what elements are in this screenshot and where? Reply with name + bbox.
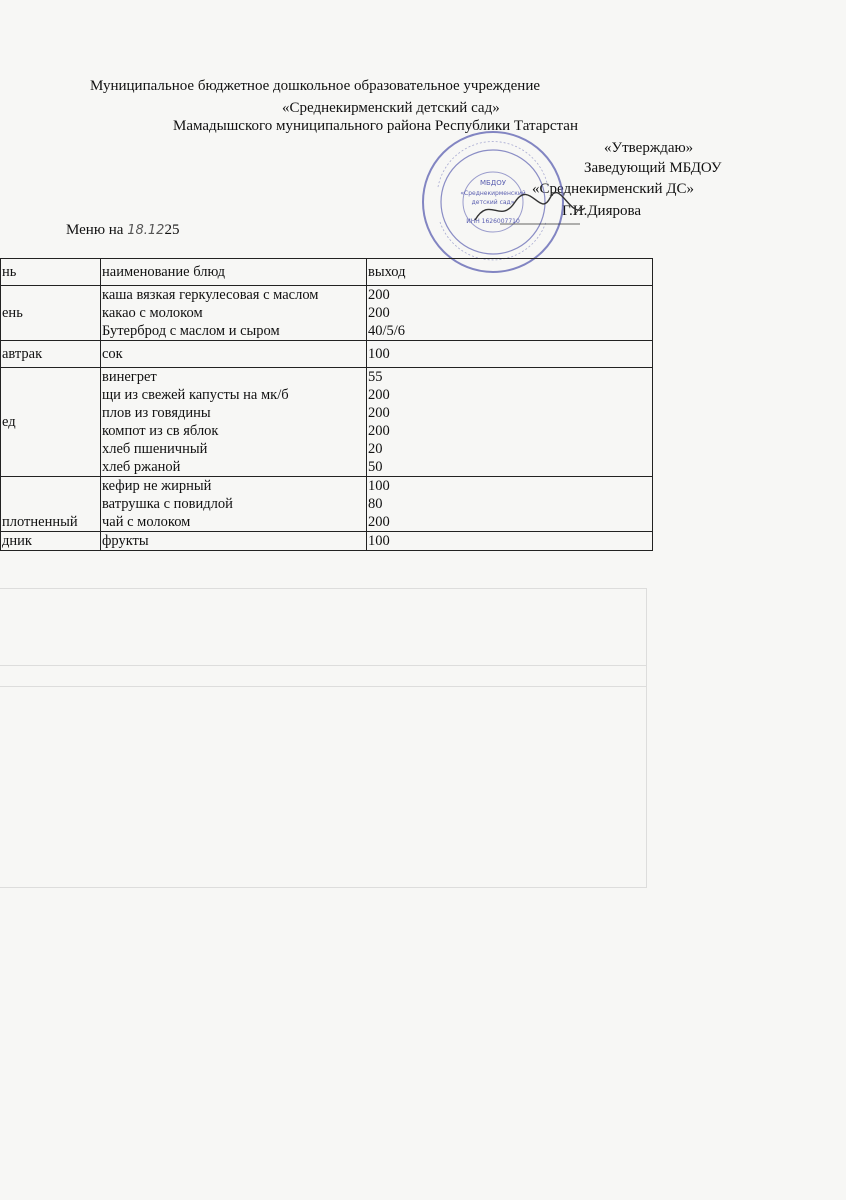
org-name-line1: Муниципальное бюджетное дошкольное образовательное учреждение xyxy=(90,78,540,94)
bleed-through-line xyxy=(646,588,647,888)
table-row xyxy=(1,286,653,341)
output-list xyxy=(367,286,653,341)
output-value: 200 xyxy=(368,514,390,530)
signature xyxy=(470,190,590,230)
header-meal: нь xyxy=(1,259,101,286)
header-output: выход xyxy=(367,259,653,286)
table-row xyxy=(1,532,653,551)
output-list xyxy=(367,368,653,477)
stamp-center-line1: МБДОУ xyxy=(479,179,507,187)
output-value: 200 xyxy=(368,405,390,421)
menu-date-handwritten: 18.12 xyxy=(127,223,165,238)
header-dish: наименование блюд xyxy=(101,259,367,286)
bleed-through-line xyxy=(0,665,646,666)
dish-item: фрукты xyxy=(101,532,367,551)
meal-name: плотненный xyxy=(1,477,101,532)
table-row xyxy=(1,368,653,477)
output-value: 100 xyxy=(368,478,390,494)
output-value: 50 xyxy=(368,459,383,475)
dish-list xyxy=(101,368,367,477)
output-value: 200 xyxy=(368,287,390,303)
output-value: 100 xyxy=(367,532,653,551)
dish-item: какао с молоком xyxy=(102,305,203,321)
dish-item: щи из свежей капусты на мк/б xyxy=(102,387,289,403)
menu-date-suffix: 25 xyxy=(164,222,180,238)
output-value: 100 xyxy=(367,341,653,368)
output-value: 40/5/6 xyxy=(368,323,406,339)
dish-item: каша вязкая геркулесовая с маслом xyxy=(102,287,319,303)
output-value: 200 xyxy=(368,423,390,439)
output-value: 80 xyxy=(368,496,383,512)
dish-item: хлеб ржаной xyxy=(102,459,181,475)
stamp-center-line2: «Среднекирменский xyxy=(460,190,526,197)
org-name-line2: «Среднекирменский детский сад» xyxy=(282,100,500,116)
table-row xyxy=(1,341,653,368)
bleed-through-line xyxy=(0,887,646,888)
dish-item: плов из говядины xyxy=(102,405,211,421)
output-list xyxy=(367,477,653,532)
approval-line4: Г.И.Диярова xyxy=(562,203,642,219)
meal-name: дник xyxy=(1,532,101,551)
stamp-center-line3: детский сад» xyxy=(471,199,515,206)
dish-list xyxy=(101,286,367,341)
stamp-inn: ИНН 1626007710 xyxy=(466,218,520,225)
bleed-through-line xyxy=(0,686,646,687)
output-value: 200 xyxy=(368,387,390,403)
dish-item: кефир не жирный xyxy=(102,478,212,494)
org-name-line3: Мамадышского муниципального района Республики Татарстан xyxy=(173,118,578,134)
output-value: 55 xyxy=(368,369,383,385)
dish-item: винегрет xyxy=(102,369,157,385)
meal-name: автрак xyxy=(1,341,101,368)
dish-item: чай с молоком xyxy=(102,514,191,530)
meal-name: ень xyxy=(1,286,101,341)
dish-item: Бутерброд с маслом и сыром xyxy=(102,323,280,339)
table-row xyxy=(1,477,653,532)
approval-line2: Заведующий МБДОУ xyxy=(584,160,722,176)
approval-line3: «Среднекирменский ДС» xyxy=(532,181,695,197)
output-value: 20 xyxy=(368,441,383,457)
menu-table xyxy=(0,258,653,551)
meal-name: ед xyxy=(1,368,101,477)
bleed-through-line xyxy=(0,588,646,589)
menu-date xyxy=(66,222,179,239)
table-header-row xyxy=(1,259,653,286)
dish-list xyxy=(101,477,367,532)
dish-item: хлеб пшеничный xyxy=(102,441,208,457)
dish-item: ватрушка с повидлой xyxy=(102,496,233,512)
dish-item: сок xyxy=(101,341,367,368)
menu-prefix: Меню на xyxy=(66,222,124,238)
approval-line1: «Утверждаю» xyxy=(604,140,694,156)
output-value: 200 xyxy=(368,305,390,321)
bleed-through-text xyxy=(100,600,104,616)
dish-item: компот из св яблок xyxy=(102,423,219,439)
